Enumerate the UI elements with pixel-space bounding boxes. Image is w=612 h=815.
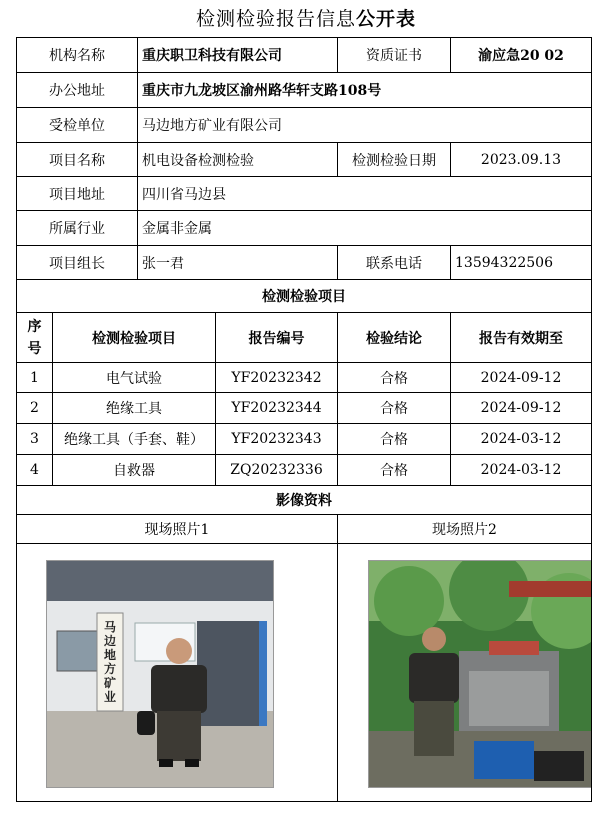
- addr-label: 办公地址: [17, 73, 138, 108]
- row-result: 合格: [338, 424, 451, 455]
- unit-label: 受检单位: [17, 108, 138, 143]
- info-row-leader: [17, 246, 592, 280]
- photo1-sign-text: 马: [103, 620, 117, 634]
- page-title: [0, 4, 612, 31]
- svg-text:边: 边: [103, 634, 117, 648]
- date-label: 检测检验日期: [338, 143, 451, 177]
- leader-value: 张一君: [138, 246, 338, 280]
- svg-text:地: 地: [103, 648, 117, 662]
- proj-value: 机电设备检测检验: [138, 143, 338, 177]
- site-label: 项目地址: [17, 177, 138, 211]
- site-photo-1-image: [47, 561, 273, 787]
- org-label: 机构名称: [17, 38, 138, 73]
- items-header-row: [17, 313, 592, 363]
- cert-label: 资质证书: [338, 38, 451, 73]
- industry-label: 所属行业: [17, 211, 138, 246]
- row-no: 4: [17, 455, 53, 486]
- row-valid: 2024-09-12: [451, 393, 592, 424]
- table-row: [17, 393, 592, 424]
- col-header-valid: 报告有效期至: [451, 313, 592, 363]
- row-no: 1: [17, 363, 53, 393]
- svg-text:矿: 矿: [103, 676, 117, 690]
- info-row-industry: [17, 211, 592, 246]
- leader-label: 项目组长: [17, 246, 138, 280]
- col-header-no: 序号: [17, 313, 53, 363]
- site-photo-2: [368, 560, 592, 788]
- industry-value: 金属非金属: [138, 211, 592, 246]
- table-row: [17, 424, 592, 455]
- row-no: 3: [17, 424, 53, 455]
- site-value: 四川省马边县: [138, 177, 592, 211]
- col-header-report: 报告编号: [216, 313, 338, 363]
- row-item: 电气试验: [53, 363, 216, 393]
- svg-text:业: 业: [103, 690, 117, 704]
- org-value: 重庆职卫科技有限公司: [138, 38, 338, 73]
- row-result: 合格: [338, 363, 451, 393]
- row-item: 自救器: [53, 455, 216, 486]
- row-report: YF20232342: [216, 363, 338, 393]
- photo1-cell: [17, 544, 338, 802]
- row-valid: 2024-03-12: [451, 455, 592, 486]
- row-report: ZQ20232336: [216, 455, 338, 486]
- photo-label-row: [17, 515, 592, 544]
- info-row-site: [17, 177, 592, 211]
- info-row-unit: [17, 108, 592, 143]
- phone-value: 13594322506: [451, 246, 592, 280]
- row-report: YF20232343: [216, 424, 338, 455]
- table-row: [17, 363, 592, 393]
- report-table: [16, 37, 592, 802]
- photo-row: [17, 544, 592, 802]
- info-row-org: [17, 38, 592, 73]
- site-photo-1: [46, 560, 274, 788]
- addr-value: 重庆市九龙坡区渝州路华轩支路108号: [138, 73, 592, 108]
- info-row-proj: [17, 143, 592, 177]
- photo2-label: 现场照片2: [338, 515, 592, 544]
- unit-value: 马边地方矿业有限公司: [138, 108, 592, 143]
- phone-label: 联系电话: [338, 246, 451, 280]
- images-section-row: [17, 486, 592, 515]
- col-header-item: 检测检验项目: [53, 313, 216, 363]
- photo1-label: 现场照片1: [17, 515, 338, 544]
- svg-text:方: 方: [103, 662, 117, 676]
- cert-value: 渝应急20 02: [451, 38, 592, 73]
- items-section-title: 检测检验项目: [17, 280, 592, 313]
- date-value: 2023.09.13: [451, 143, 592, 177]
- items-section-row: [17, 280, 592, 313]
- row-item: 绝缘工具: [53, 393, 216, 424]
- col-header-result: 检验结论: [338, 313, 451, 363]
- title-normal: 检测检验报告信息: [195, 8, 356, 30]
- table-row: [17, 455, 592, 486]
- row-valid: 2024-09-12: [451, 363, 592, 393]
- row-valid: 2024-03-12: [451, 424, 592, 455]
- row-item: 绝缘工具（手套、鞋）: [53, 424, 216, 455]
- title-bold: 公开表: [356, 8, 417, 30]
- row-result: 合格: [338, 455, 451, 486]
- images-section-title: 影像资料: [17, 486, 592, 515]
- site-photo-2-image: [369, 561, 592, 787]
- proj-label: 项目名称: [17, 143, 138, 177]
- info-row-addr: [17, 73, 592, 108]
- photo2-cell: [338, 544, 592, 802]
- row-result: 合格: [338, 393, 451, 424]
- row-report: YF20232344: [216, 393, 338, 424]
- row-no: 2: [17, 393, 53, 424]
